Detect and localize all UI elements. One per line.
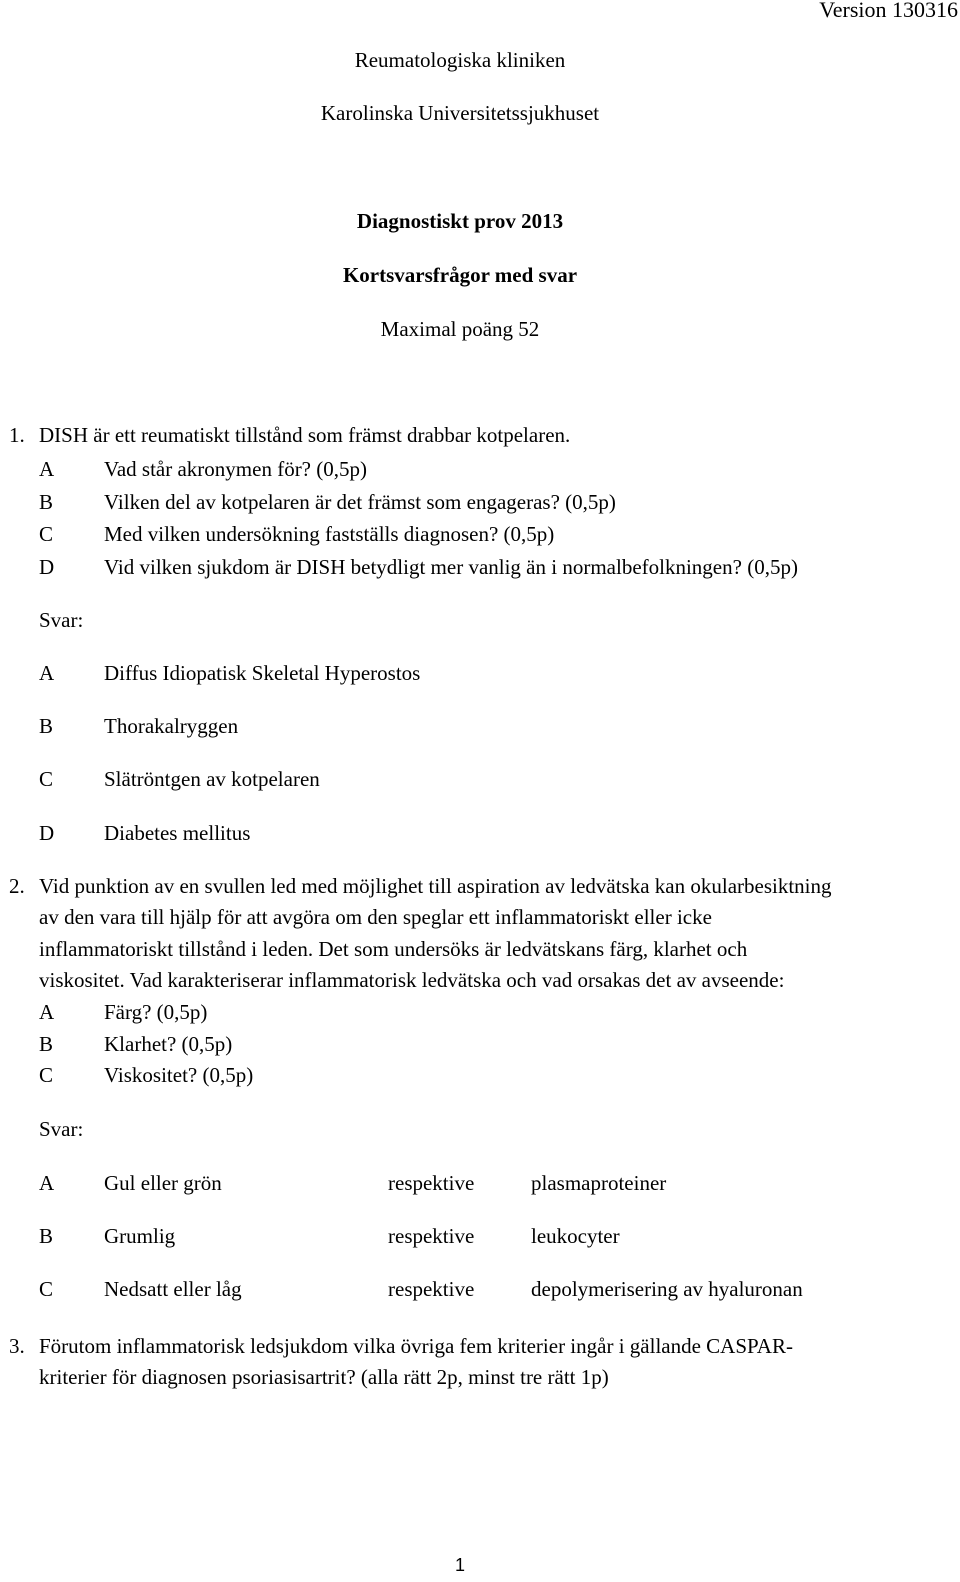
question-text: DISH är ett reumatiskt tillstånd som främst drabbar kotpelaren. <box>39 423 571 447</box>
item-text: Vad står akronymen för? (0,5p) <box>104 457 367 481</box>
question-number: 3. <box>9 1334 25 1358</box>
answer-col2: respektive <box>388 1277 475 1301</box>
item-text: Färg? (0,5p) <box>104 1000 208 1024</box>
item-text: Viskositet? (0,5p) <box>104 1063 254 1087</box>
item-letter: B <box>39 490 54 514</box>
answer-col2: respektive <box>388 1171 475 1195</box>
answer-label: Svar: <box>39 608 84 632</box>
item-letter: A <box>39 1000 55 1024</box>
item-letter: D <box>39 555 55 579</box>
question-number: 2. <box>9 874 25 898</box>
answer-label: Svar: <box>39 1117 84 1141</box>
item-letter: C <box>39 522 54 546</box>
item-letter: A <box>39 457 55 481</box>
answer-letter: A <box>39 1171 55 1195</box>
item-text: Vilken del av kotpelaren är det främst som engageras? (0,5p) <box>104 490 616 514</box>
question-text-line: Förutom inflammatorisk ledsjukdom vilka övriga fem kriterier ingår i gällande CASPAR- <box>39 1334 793 1358</box>
question-text-line: inflammatoriskt tillstånd i leden. Det som undersöks är ledvätskans färg, klarhet och <box>39 937 748 961</box>
item-letter: C <box>39 1063 54 1087</box>
answer-text: Diffus Idiopatisk Skeletal Hyperostos <box>104 661 421 685</box>
question-text-line: viskositet. Vad karakteriserar inflammatorisk ledvätska och vad orsakas det av avseende: <box>39 968 785 992</box>
question-number: 1. <box>9 423 25 447</box>
answer-col1: Grumlig <box>104 1224 176 1248</box>
answer-col3: plasmaproteiner <box>531 1171 667 1195</box>
answer-col1: Nedsatt eller låg <box>104 1277 242 1301</box>
item-text: Klarhet? (0,5p) <box>104 1032 233 1056</box>
exam-subtitle: Kortsvarsfrågor med svar <box>342 263 578 287</box>
answer-letter: C <box>39 767 54 791</box>
max-points: Maximal poäng 52 <box>380 317 540 341</box>
answer-col2: respektive <box>388 1224 475 1248</box>
item-text: Med vilken undersökning fastställs diagnosen? (0,5p) <box>104 522 555 546</box>
hospital-name: Karolinska Universitetssjukhuset <box>320 101 600 125</box>
answer-text: Thorakalryggen <box>104 714 239 738</box>
answer-letter: B <box>39 1224 54 1248</box>
answer-letter: B <box>39 714 54 738</box>
clinic-name: Reumatologiska kliniken <box>354 48 566 72</box>
answer-col3: leukocyter <box>531 1224 620 1248</box>
answer-col3: depolymerisering av hyaluronan <box>531 1277 803 1301</box>
exam-title: Diagnostiskt prov 2013 <box>356 209 564 233</box>
answer-letter: A <box>39 661 55 685</box>
answer-text: Slätröntgen av kotpelaren <box>104 767 320 791</box>
answer-letter: C <box>39 1277 54 1301</box>
page-number: 1 <box>454 1555 465 1575</box>
answer-col1: Gul eller grön <box>104 1171 222 1195</box>
item-letter: B <box>39 1032 54 1056</box>
version-label: Version 130316 <box>819 0 958 22</box>
question-text-line: kriterier för diagnosen psoriasisartrit? (alla rätt 2p, minst tre rätt 1p) <box>39 1365 609 1389</box>
question-text-line: av den vara till hjälp för att avgöra om den speglar ett inflammatoriskt eller icke <box>39 905 712 929</box>
answer-letter: D <box>39 821 55 845</box>
item-text: Vid vilken sjukdom är DISH betydligt mer vanlig än i normalbefolkningen? (0,5p) <box>104 555 798 579</box>
answer-text: Diabetes mellitus <box>104 821 251 845</box>
question-text-line: Vid punktion av en svullen led med möjlighet till aspiration av ledvätska kan okularbesiktning <box>39 874 832 898</box>
